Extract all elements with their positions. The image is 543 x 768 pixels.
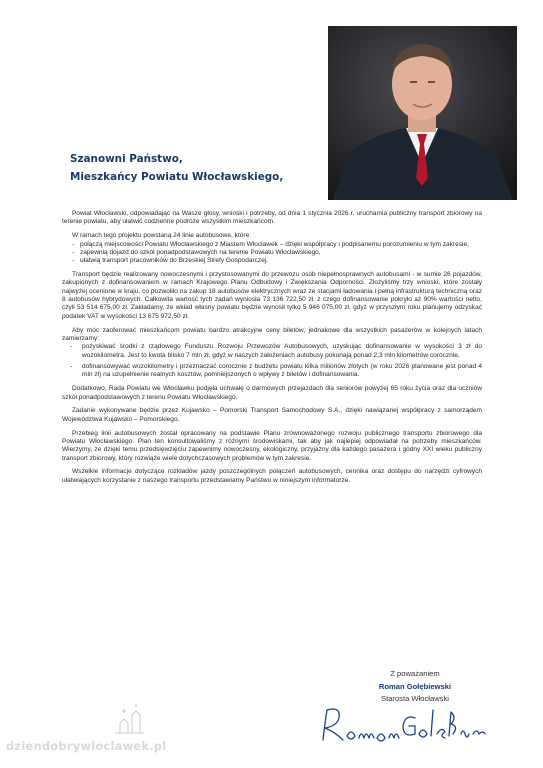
list-item: - dofinansowywać wozokilometry i przeznaczać corocznie z budżetu powiatu kilka milionów złotych (w roku 2026 planowane jest ponad 4 mln zł) na uzupełnienie realnych kosztów, pomniejszonych o wpływy z biletów i dofinansowania. xyxy=(70,363,482,380)
paragraph: Aby móc zaoferować mieszkańcom powiatu bardzo atrakcyjne ceny biletów, jednakowe dla wszystkich pasażerów w kolejnych latach zamierzamy: xyxy=(62,326,482,342)
list-item: - połączą miejscowości Powiatu Włocławskiego z Miastem Włocławek – dzięki współpracy i podpisanemu porozumieniu w tym zakresie, xyxy=(72,241,482,249)
list-item: - ułatwią transport pracowników do Brzeskiej Strefy Gospodarczej. xyxy=(72,257,482,265)
paragraph: Przebieg linii autobusowych został opracowany na podstawie Planu zrównoważonego rozwoju publicznego transportu zbiorowego dla Powiatu Włocławskiego. Plan ten konsultowaliśmy z różnymi środowiskami, tak aby jak najlepiej odpowiadał na potrzeby mieszkańców. Wierzymy, że dzięki temu przedsięwzięciu zapewnimy nowoczesny, ekologiczny, przyjazny dla każdego pasażera i godny XXI wieku publiczny transport zbiorowy, który rozwiąże wiele dotychczasowych problemów w tym zakresie. xyxy=(62,429,482,462)
list-item: - zapewnią dojazd do szkół ponadpodstawowych na terenie Powiatu Włocławskiego, xyxy=(72,249,482,257)
paragraph: Powiat Włocławski, odpowiadając na Wasze głosy, wnioski i potrzeby, od dnia 1 stycznia 2026 r. uruchamia publiczny transport zbiorowy na terenie powiatu, aby ułatwić codzienne podróże wszystkim mieszkańcom. xyxy=(62,210,482,226)
greeting-line-2: Mieszkańcy Powiatu Włocławskiego, xyxy=(70,171,284,183)
handwritten-signature xyxy=(317,704,492,746)
paragraph: Transport będzie realizowany nowoczesnymi i przystosowanymi do przewozu osób niepełnosprawnych autobusami - w sumie 26 pojazdów, zakupionych z dofinansowaniem w ramach Krajowego Planu Odbudowy i Zwiększania Odporności. Złożyliśmy trzy wnioski, które zostały najwyżej ocenione w kraju, co pozwoliło na zakup 18 autobusów elektrycznych wraz ze stacjami ładowania i pełną infrastrukturą techniczną oraz 8 autobusów hybrydowych. Całkowita wartość tych zadań wyniosła 73 136 722,50 zł, z czego dofinansowanie pokryło aż 90% wartości netto, czyli 53 514 675,00 zł. Zakładamy, że wkład własny powiatu będzie wynosił tylko 5 946 075,00 zł, gdyż w przyszłym roku planujemy odzyskać podatek VAT w wysokości 13 675 972,50 zł. xyxy=(62,271,482,320)
watermark: dziendobrywloclawek.pl xyxy=(6,739,167,753)
paragraph: Dodatkowo, Rada Powiatu we Włocławku podjęła uchwałę o darmowych przejazdach dla seniorów powyżej 65 roku życia oraz dla uczniów szkół ponadpodstawowych z terenu Powiatu Włocławskiego. xyxy=(62,385,482,401)
greeting xyxy=(70,150,320,186)
regards-text: Z poważaniem xyxy=(390,669,440,678)
paragraph: Wszelkie informacje dotyczące rozkładów jazdy poszczególnych połączeń autobusowych, cennika oraz dostępu do narzędzi cyfrowych ułatwiających korzystanie z naszego transportu przedstawiamy Państwu w niniejszym informatorze. xyxy=(62,468,482,484)
list-item: - pozyskiwać środki z rządowego Funduszu Rozwoju Przewozów Autobusowych, uzyskując dofinansowanie w wysokości 3 zł do wozokilometra. Jest to kwota blisko 7 mln zł, gdyż w naszych założeniach autobusy pokonają ponad 2,3 mln kilometrów corocznie, xyxy=(70,343,482,360)
greeting-line-1: Szanowni Państwo, xyxy=(70,153,183,165)
signatory-name: Roman Gołębiewski xyxy=(378,681,452,691)
city-emblem-icon xyxy=(112,703,148,739)
bullet-list xyxy=(62,241,482,266)
portrait-photo xyxy=(328,26,517,200)
paragraph: W ramach tego projektu powstaną 24 linie autobusowe, które: xyxy=(72,232,252,240)
paragraph: Zadanie wykonywane będzie przez Kujawsko – Pomorski Transport Samochodowy S.A., dzięki nawiązanej współpracy z samorządem Województwa Kujawsko – Pomorskiego. xyxy=(62,407,482,423)
closing-block xyxy=(350,668,480,706)
signatory-title: Starosta Włocławski xyxy=(381,694,449,703)
bullet-list xyxy=(62,343,482,379)
letter-body xyxy=(62,210,482,491)
